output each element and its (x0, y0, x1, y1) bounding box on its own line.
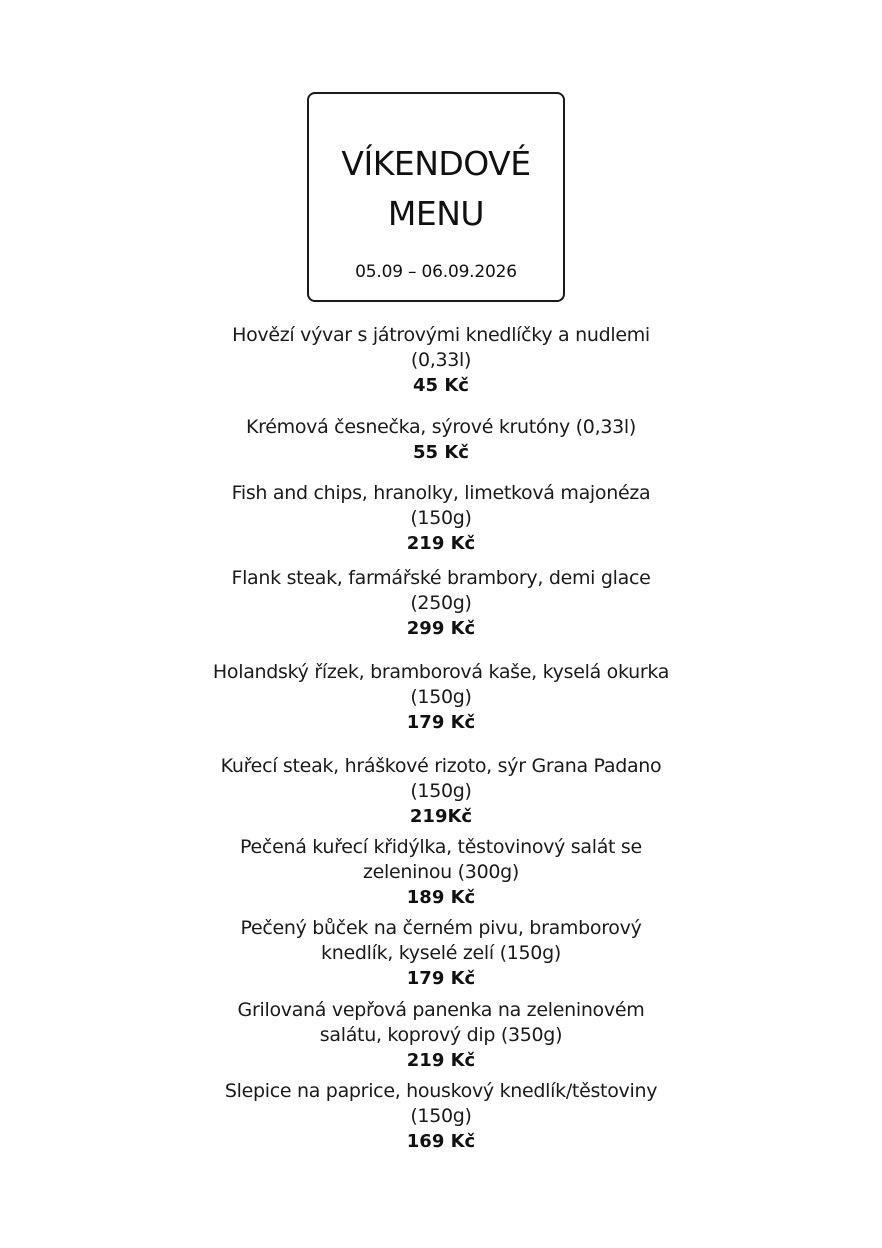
menu-item-price: 219 Kč (406, 533, 476, 554)
menu-title-box (307, 92, 565, 302)
menu-item-desc-line-1: Pečená kuřecí křidýlka, těstovinový salát se (240, 836, 642, 858)
menu-item-description (170, 916, 712, 966)
date-range: 05.09 – 06.09.2026 (355, 262, 517, 282)
menu-item (170, 1079, 712, 1155)
menu-item (170, 323, 712, 399)
menu-item-price: 189 Kč (406, 887, 476, 908)
menu-item-desc-line-1: Fish and chips, hranolky, limetková majonéza (231, 482, 651, 504)
menu-item-desc-line-1: Pečený bůček na černém pivu, bramborový (240, 917, 642, 939)
menu-item-description (170, 481, 712, 531)
menu-item (170, 660, 712, 736)
menu-item-description (170, 1079, 712, 1129)
menu-item-desc-line-1: Hovězí vývar s játrovými knedlíčky a nudlemi (232, 324, 650, 346)
menu-item (170, 998, 712, 1074)
menu-item-price: 45 Kč (413, 375, 469, 396)
menu-item-desc-line-1: Kuřecí steak, hráškové rizoto, sýr Grana Padano (220, 755, 662, 777)
menu-item-price: 219 Kč (406, 1050, 476, 1071)
menu-item-description (170, 660, 712, 710)
menu-item (170, 415, 712, 466)
menu-item-description (170, 415, 712, 440)
menu-item-description (170, 835, 712, 885)
menu-item-price: 179 Kč (406, 968, 476, 989)
menu-item-description (170, 754, 712, 804)
menu-item (170, 481, 712, 557)
menu-item-price: 55 Kč (413, 442, 469, 463)
page-title-line-2: MENU (387, 194, 485, 233)
menu-item-desc-line-2: salátu, koprový dip (350g) (319, 1024, 563, 1046)
menu-item-price: 179 Kč (406, 712, 476, 733)
menu-item-description (170, 566, 712, 616)
menu-item-desc-line-2: (150g) (410, 780, 472, 802)
menu-item-desc-line-2: (150g) (410, 686, 472, 708)
menu-item-desc-line-1: Slepice na paprice, houskový knedlík/těstoviny (224, 1080, 658, 1102)
menu-item-desc-line-2: (250g) (410, 592, 472, 614)
menu-item-desc-line-2: knedlík, kyselé zelí (150g) (321, 942, 561, 964)
menu-item-price: 299 Kč (406, 618, 476, 639)
menu-item-price: 169 Kč (406, 1131, 476, 1152)
menu-item (170, 835, 712, 911)
menu-item-desc-line-2: (0,33l) (410, 349, 472, 371)
menu-item-price: 219Kč (409, 806, 473, 827)
menu-item-desc-line-1: Flank steak, farmářské brambory, demi glace (231, 567, 651, 589)
menu-item (170, 566, 712, 642)
menu-item-desc-line-1: Grilovaná vepřová panenka na zeleninovém (237, 999, 645, 1021)
menu-item-desc-line-1: Holandský řízek, bramborová kaše, kyselá okurka (212, 661, 670, 683)
menu-item-desc-line-1: Krémová česnečka, sýrové krutóny (0,33l) (245, 416, 636, 438)
menu-item (170, 754, 712, 830)
menu-item-desc-line-2: (150g) (410, 507, 472, 529)
menu-item-desc-line-2: zeleninou (300g) (362, 861, 520, 883)
page-title-line-1: VÍKENDOVÉ (341, 144, 531, 183)
menu-item-description (170, 998, 712, 1048)
menu-item (170, 916, 712, 992)
menu-item-desc-line-2: (150g) (410, 1105, 472, 1127)
menu-item-description (170, 323, 712, 373)
